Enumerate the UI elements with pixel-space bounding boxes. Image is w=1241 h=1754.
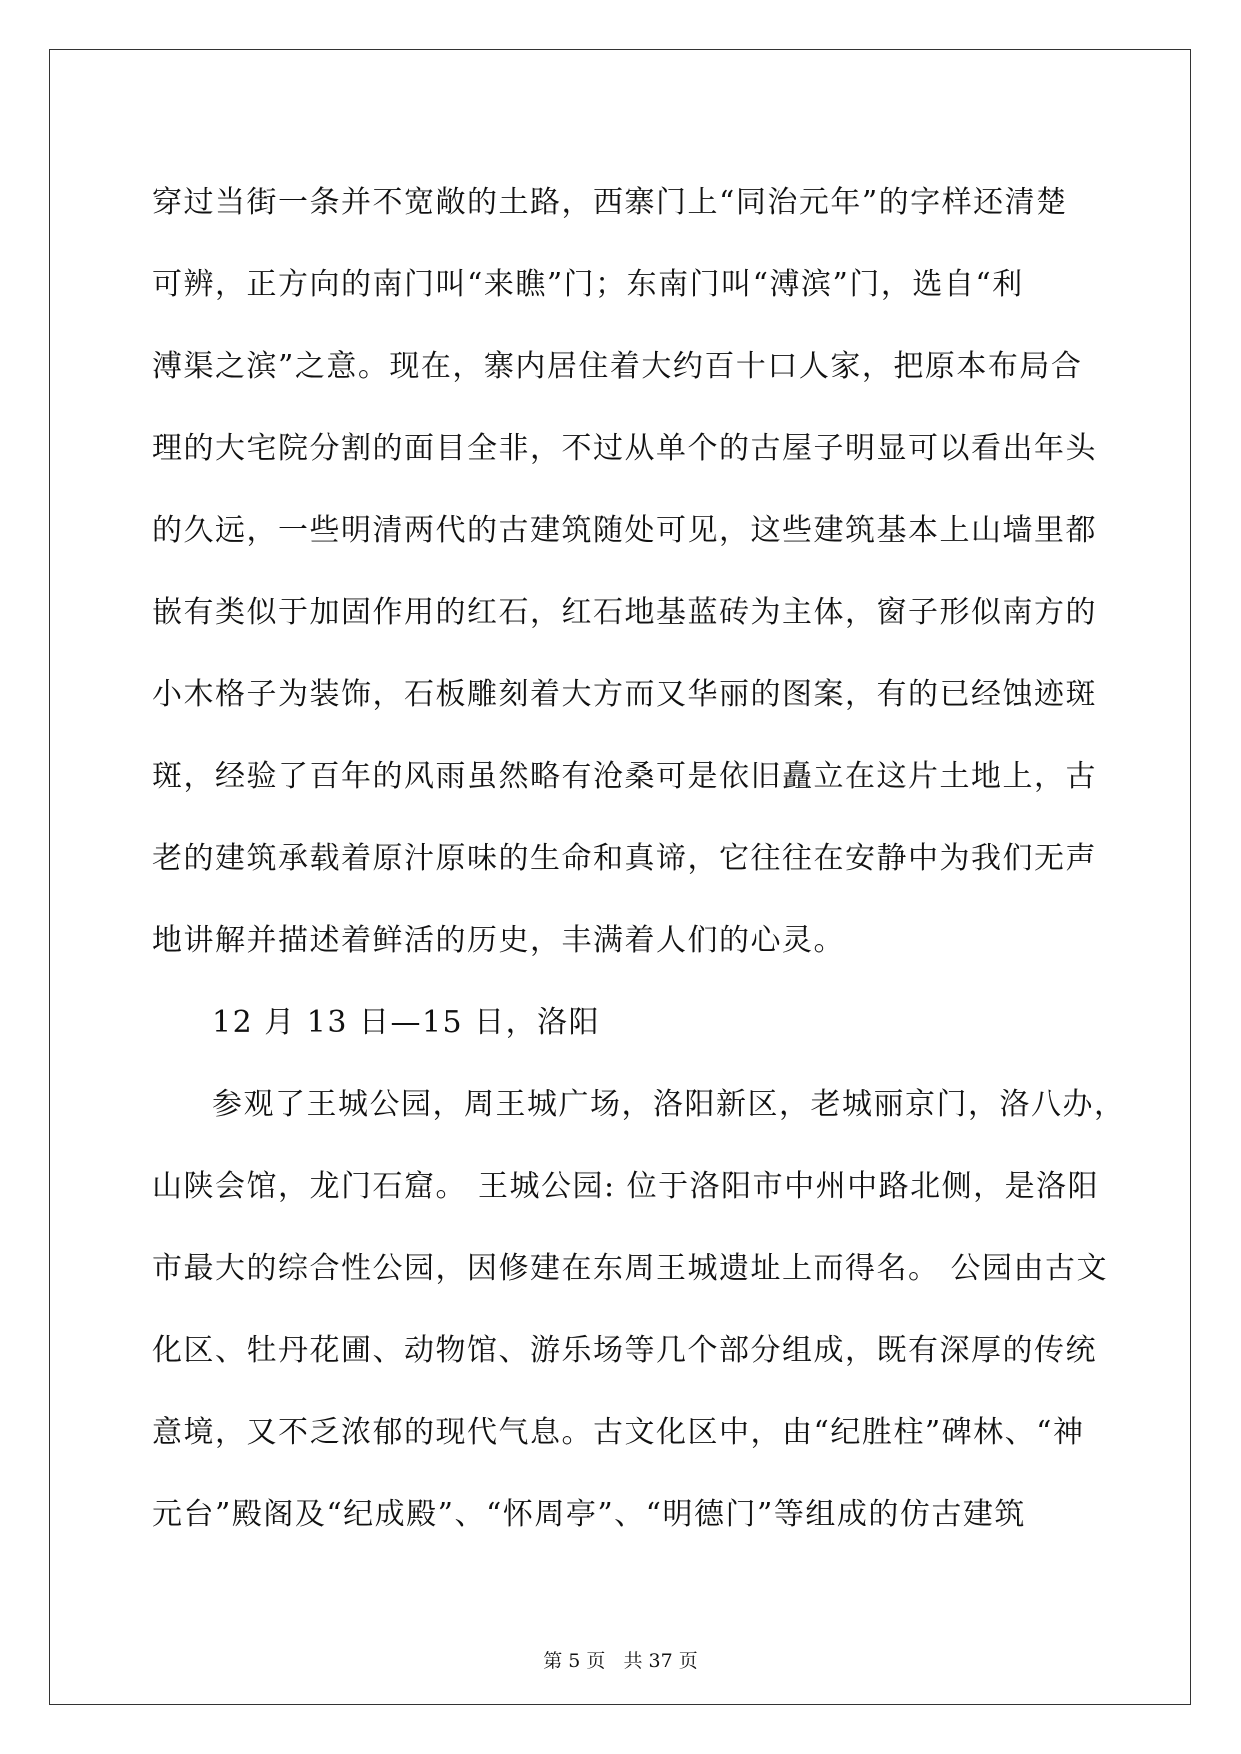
section-date-heading: 12 月 13 日—15 日，洛阳: [212, 1005, 601, 1040]
text-line: 意境，又不乏浓郁的现代气息。古文化区中，由“纪胜柱”碑林、“神: [152, 1415, 1085, 1450]
total-pages: 共 37 页: [623, 1650, 698, 1672]
text-line: 溥渠之滨”之意。现在，寨内居住着大约百十口人家，把原本布局合: [152, 349, 1083, 384]
paragraph-first-line: 参观了王城公园，周王城广场，洛阳新区，老城丽京门，洛八办，: [212, 1087, 1126, 1122]
text-line: 的久远，一些明清两代的古建筑随处可见，这些建筑基本上山墙里都: [152, 513, 1097, 548]
text-line: 老的建筑承载着原汁原味的生命和真谛，它往往在安静中为我们无声: [152, 841, 1097, 876]
text-line: 小木格子为装饰，石板雕刻着大方而又华丽的图案，有的已经蚀迹斑: [152, 677, 1097, 712]
text-line: 理的大宅院分割的面目全非，不过从单个的古屋子明显可以看出年头: [152, 431, 1097, 466]
page-number: 第 5 页: [543, 1650, 606, 1672]
text-line: 山陕会馆，龙门石窟。 王城公园: 位于洛阳市中州中路北侧，是洛阳: [152, 1169, 1100, 1204]
text-line: 元台”殿阁及“纪成殿”、“怀周亭”、“明德门”等组成的仿古建筑: [152, 1497, 1026, 1532]
text-line: 地讲解并描述着鲜活的历史，丰满着人们的心灵。: [152, 923, 845, 958]
page-footer: [0, 1646, 1241, 1673]
text-line: 化区、牡丹花圃、动物馆、游乐场等几个部分组成，既有深厚的传统: [152, 1333, 1097, 1368]
text-line: 斑，经验了百年的风雨虽然略有沧桑可是依旧矗立在这片土地上，古: [152, 759, 1097, 794]
text-line: 可辨，正方向的南门叫“来瞧”门；东南门叫“溥滨”门，选自“利: [152, 267, 1024, 302]
text-line: 市最大的综合性公园，因修建在东周王城遗址上而得名。 公园由古文: [152, 1251, 1109, 1286]
text-line: 嵌有类似于加固作用的红石，红石地基蓝砖为主体，窗子形似南方的: [152, 595, 1097, 630]
document-body: [152, 162, 1126, 1556]
text-line: 穿过当街一条并不宽敞的土路，西寨门上“同治元年”的字样还清楚: [152, 185, 1068, 220]
